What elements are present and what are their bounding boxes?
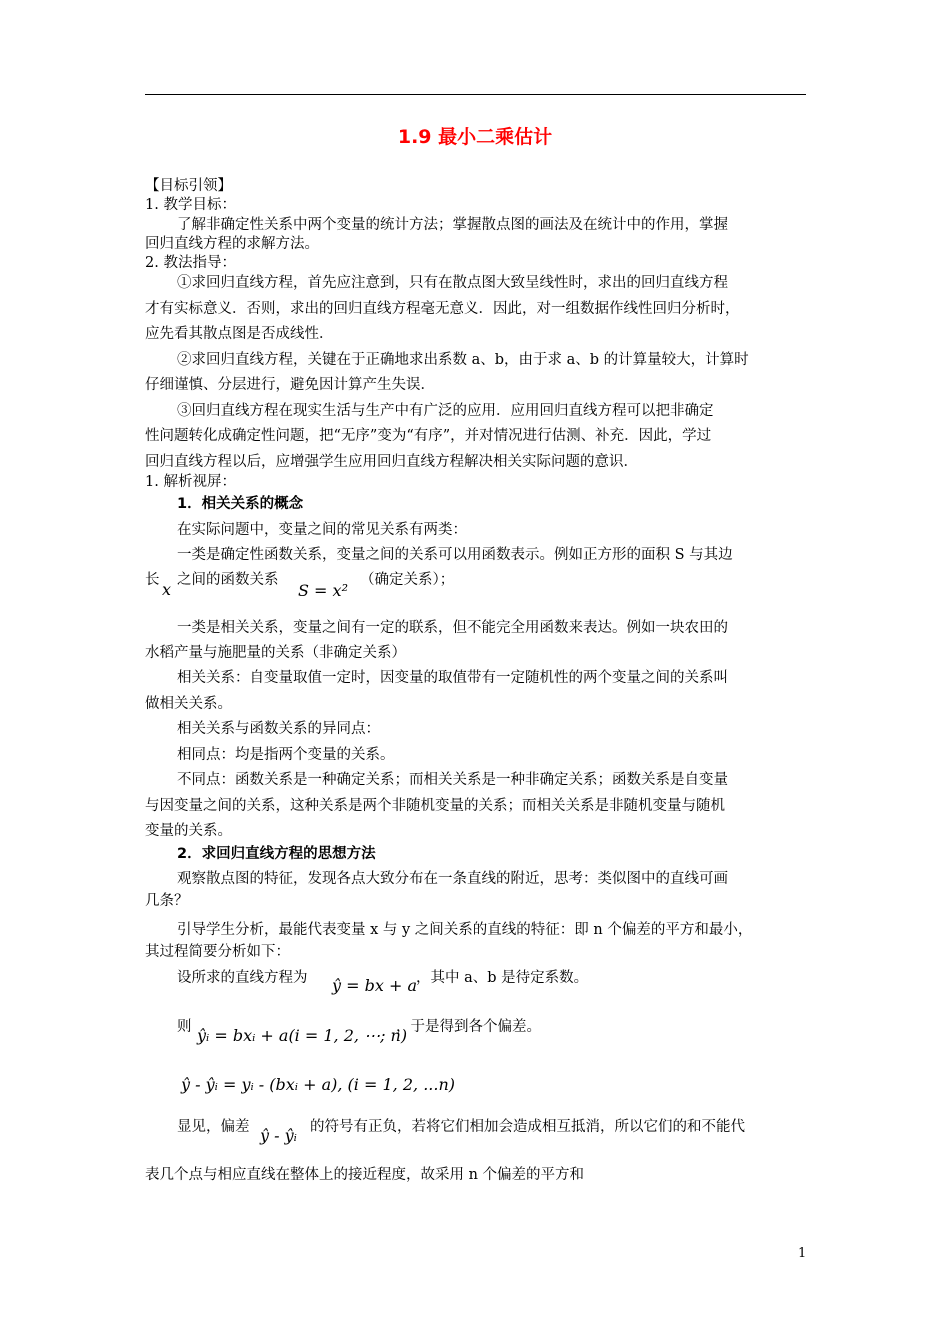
- paragraph-line: 之间的函数关系: [177, 572, 279, 588]
- paragraph-line: 水稻产量与施肥量的关系（非确定关系）: [145, 645, 406, 661]
- paragraph-line: 几条？: [145, 893, 189, 909]
- paragraph-line: 一类是相关关系，变量之间有一定的联系，但不能完全用函数来表达。例如一块农田的: [177, 620, 728, 636]
- page-title: 1.9 最小二乘估计: [397, 126, 553, 148]
- formula-deviation: ŷ - ŷᵢ = yᵢ - (bxᵢ + a), (i = 1, 2, ...n): [181, 1075, 455, 1094]
- paragraph-line: 一类是确定性函数关系，变量之间的关系可以用函数表示。例如正方形的面积 S 与其边: [177, 547, 733, 563]
- list-item: 1. 教学目标：: [145, 197, 236, 213]
- paragraph-line: 相关关系与函数关系的异同点：: [177, 721, 380, 737]
- paragraph-line: 的符号有正负，若将它们相加会造成相互抵消，所以它们的和不能代: [310, 1119, 745, 1135]
- paragraph-line: （确定关系）；: [360, 572, 455, 588]
- paragraph-line: 长: [145, 572, 160, 588]
- header-rule: [145, 94, 806, 95]
- paragraph-line: 了解非确定性关系中两个变量的统计方法；掌握散点图的画法及在统计中的作用，掌握: [177, 217, 728, 233]
- paragraph-line: ②求回归直线方程，关键在于正确地求出系数 a、b，由于求 a、b 的计算量较大，计算时: [177, 352, 749, 368]
- formula-regression: ŷ = bx + a: [332, 976, 417, 995]
- paragraph-line: 相关关系：自变量取值一定时，因变量的取值带有一定随机性的两个变量之间的关系叫: [177, 670, 728, 686]
- list-item: 1. 解析视屏：: [145, 474, 236, 490]
- paragraph-line: 仔细谨慎、分层进行，避免因计算产生失误．: [145, 377, 435, 393]
- paragraph-line: 设所求的直线方程为: [177, 970, 308, 986]
- paragraph-line: 不同点：函数关系是一种确定关系；而相关关系是一种非确定关系；函数关系是自变量: [177, 772, 728, 788]
- paragraph-line: 显见，偏差: [177, 1119, 250, 1135]
- paragraph-line: 观察散点图的特征，发现各点大致分布在一条直线的附近，思考：类似图中的直线可画: [177, 871, 728, 887]
- paragraph-line: 做相关关系。: [145, 696, 232, 712]
- formula-x: x: [162, 580, 172, 599]
- paragraph-line: 与因变量之间的关系，这种关系是两个非随机变量的关系；而相关关系是非随机变量与随机: [145, 798, 725, 814]
- subsection-heading: 2．求回归直线方程的思想方法: [177, 846, 376, 862]
- paragraph-line: 其过程简要分析如下：: [145, 944, 290, 960]
- page-number: 1: [798, 1246, 807, 1261]
- paragraph-line: 变量的关系。: [145, 823, 232, 839]
- formula-fitted: ŷᵢ = bxᵢ + a(i = 1, 2, ⋯; n): [197, 1026, 408, 1045]
- paragraph-line: ，于是得到各个偏差。: [396, 1019, 541, 1035]
- subsection-heading: 1．相关关系的概念: [177, 496, 304, 512]
- paragraph-line: 则: [177, 1019, 192, 1035]
- formula-area: S = x²: [298, 581, 348, 600]
- paragraph-line: 在实际问题中，变量之间的常见关系有两类：: [177, 522, 467, 538]
- paragraph-line: ③回归直线方程在现实生活与生产中有广泛的应用．应用回归直线方程可以把非确定: [177, 403, 714, 419]
- paragraph-line: ①求回归直线方程，首先应注意到，只有在散点图大致呈线性时，求出的回归直线方程: [177, 275, 728, 291]
- paragraph-line: 应先看其散点图是否成线性．: [145, 326, 334, 342]
- paragraph-line: 表几个点与相应直线在整体上的接近程度，故采用 n 个偏差的平方和: [145, 1167, 585, 1183]
- paragraph-line: 引导学生分析，最能代表变量 x 与 y 之间关系的直线的特征：即 n 个偏差的平方和最小，: [177, 922, 753, 938]
- paragraph-line: 回归直线方程的求解方法。: [145, 236, 319, 252]
- paragraph-line: ，其中 a、b 是待定系数。: [416, 970, 589, 986]
- paragraph-line: 回归直线方程以后，应增强学生应用回归直线方程解决相关实际问题的意识．: [145, 454, 638, 470]
- paragraph-line: 相同点：均是指两个变量的关系。: [177, 747, 395, 763]
- section-heading: 【目标引领】: [145, 178, 232, 194]
- paragraph-line: 性问题转化成确定性问题，把“无序”变为“有序”，并对情况进行估测、补充．因此，学过: [145, 428, 712, 444]
- formula-deviation-short: ŷ - ŷᵢ: [260, 1126, 297, 1145]
- list-item: 2. 教法指导：: [145, 255, 236, 271]
- paragraph-line: 才有实标意义．否则，求出的回归直线方程毫无意义．因此，对一组数据作线性回归分析时，: [145, 301, 740, 317]
